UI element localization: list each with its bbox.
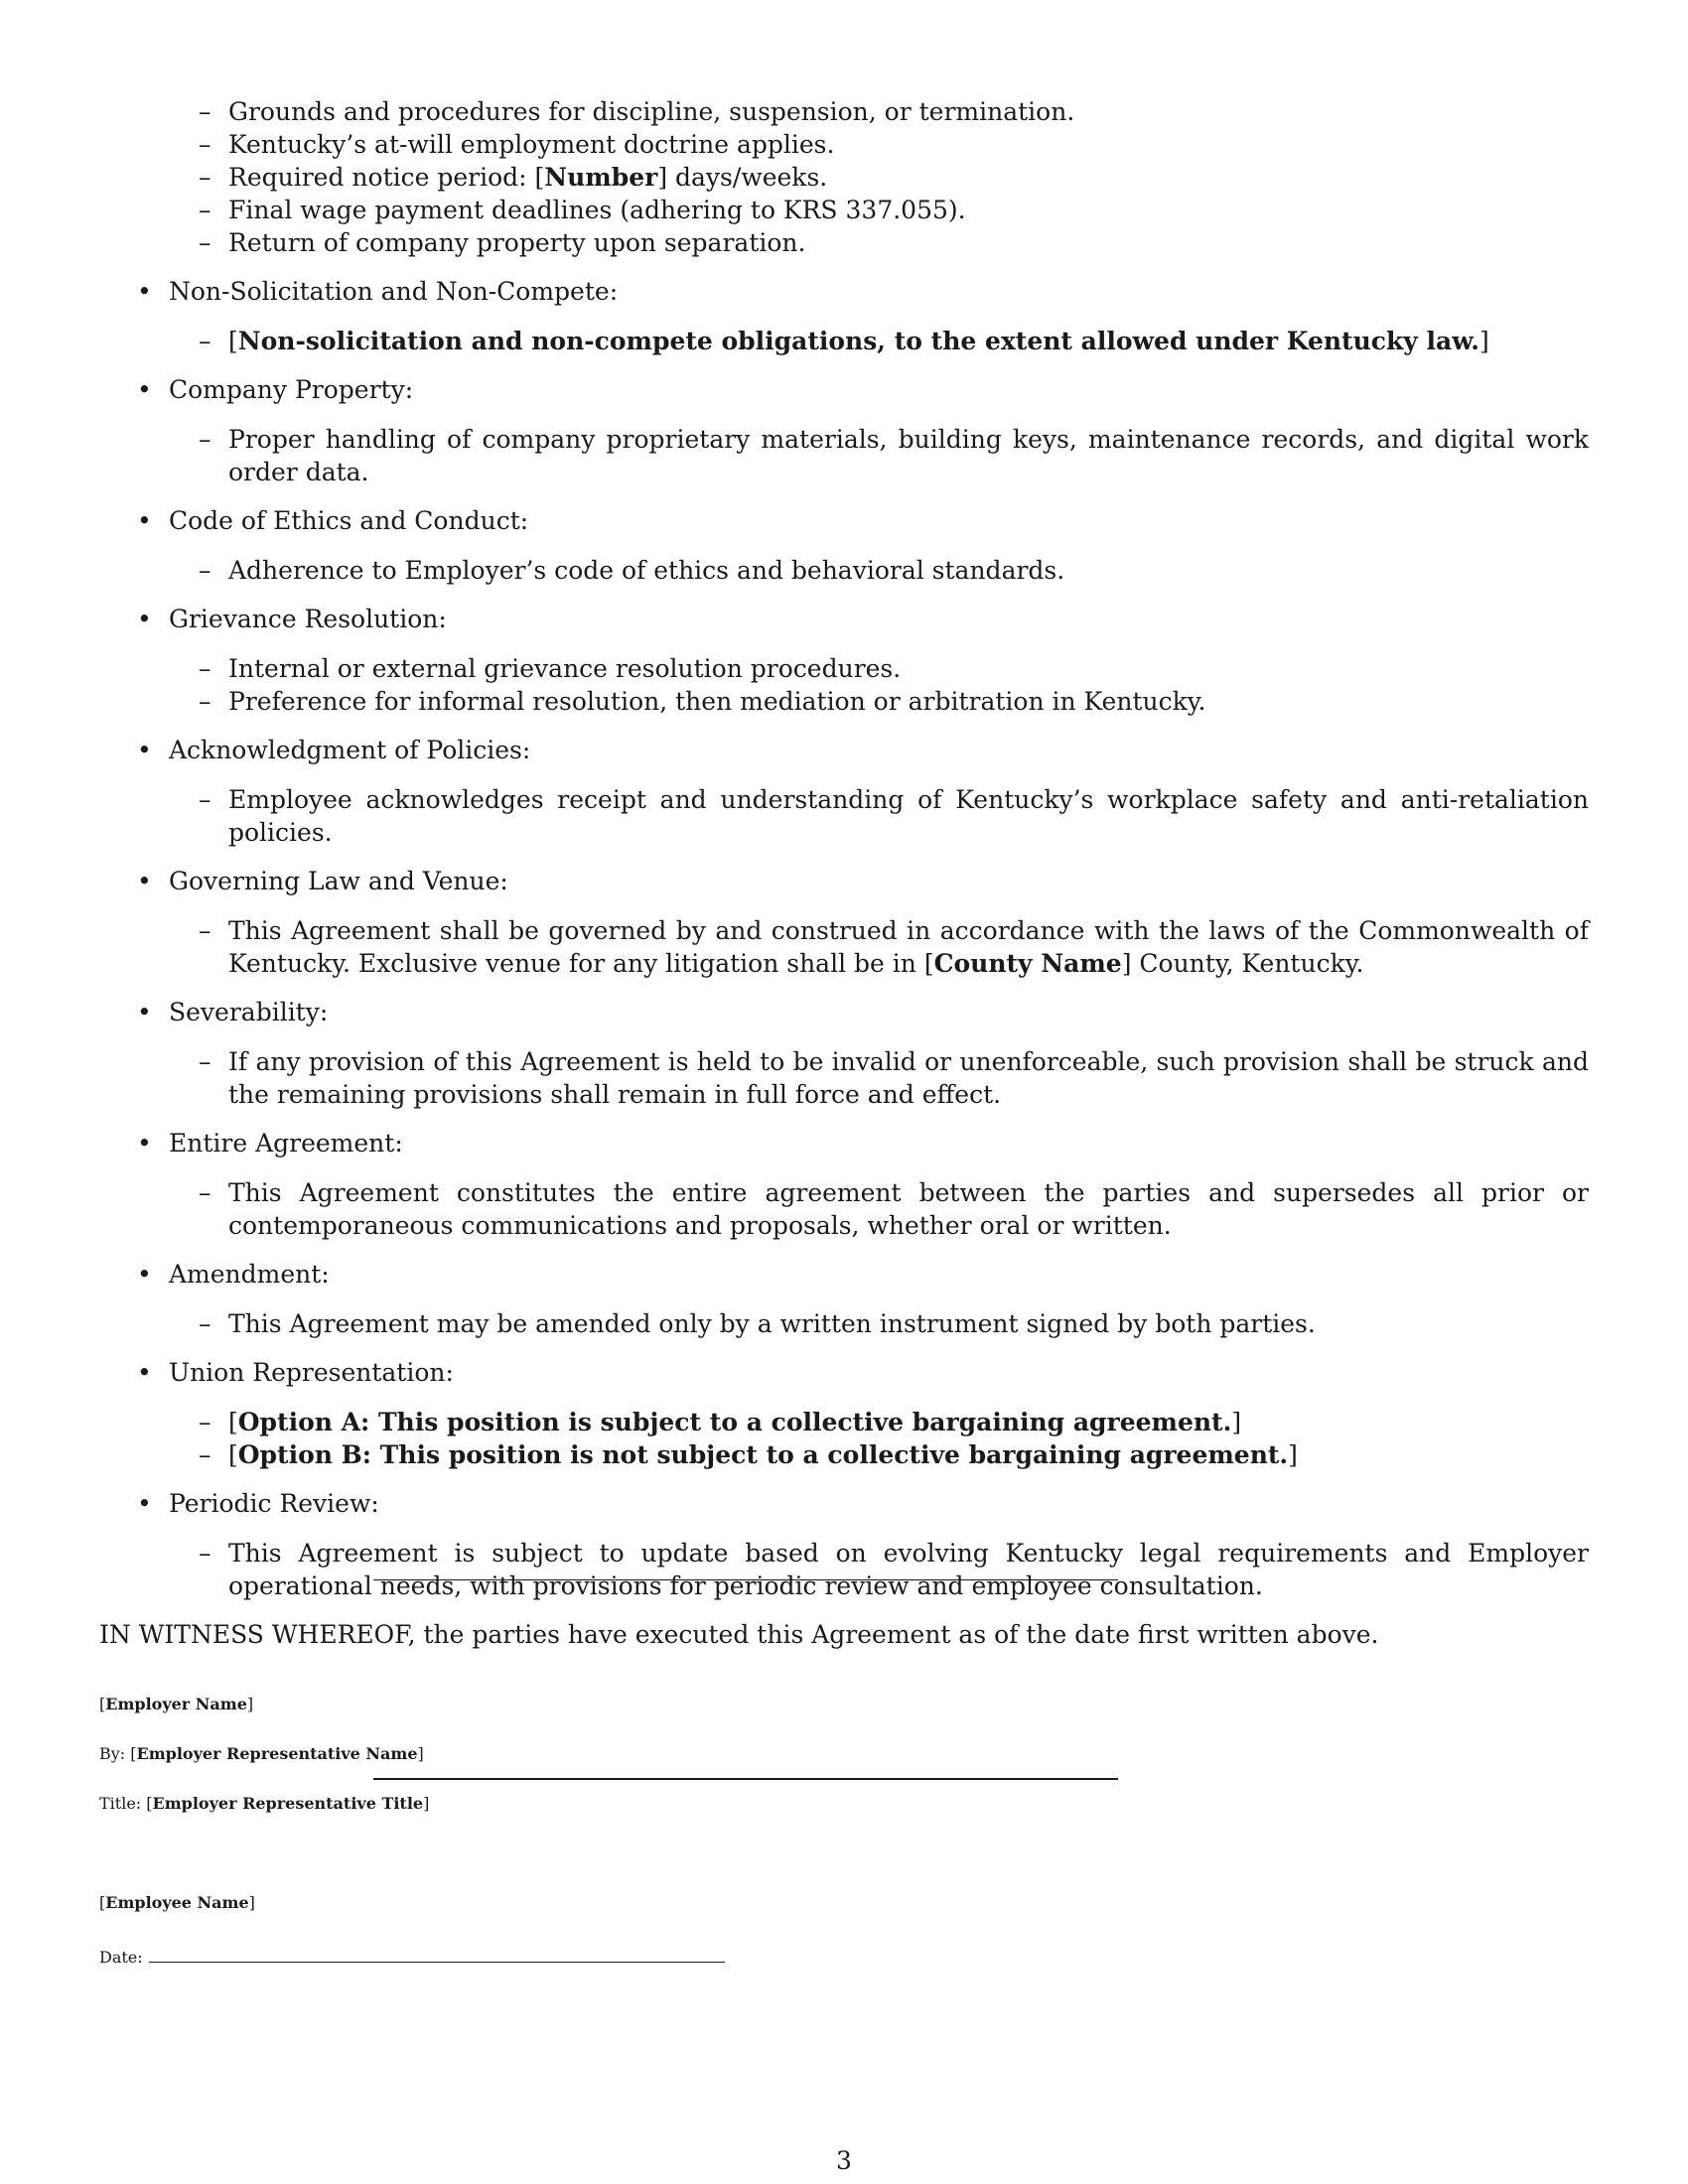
clause-detail-text: [ [228, 1440, 238, 1469]
employee-signature-line [373, 1778, 1118, 1780]
clause-section [131, 734, 1589, 849]
clause-detail-item [199, 652, 1589, 685]
placeholder-field: Option A: This position is subject to a collective bargaining agreement. [237, 1408, 1232, 1436]
employer-name: Employer Name [105, 1695, 247, 1713]
clause-detail-item [199, 685, 1589, 718]
placeholder-field: Option B: This position is not subject to a collective bargaining agreement. [237, 1440, 1289, 1469]
placeholder-field: Non-solicitation and non-compete obligations, to the extent allowed under Kentucky law. [237, 327, 1479, 355]
clause-detail-text: ] [1288, 1440, 1298, 1469]
clause-heading: • Company Property: [169, 375, 414, 404]
date-input-line[interactable] [149, 1936, 725, 1963]
clause-detail-list [199, 423, 1589, 488]
employee-name: Employee Name [105, 1893, 249, 1912]
clause-detail-item [199, 194, 1589, 226]
clause-section [131, 1487, 1589, 1602]
clause-detail-text: If any provision of this Agreement is held to be invalid or unenforceable, such provision shall be struck and the remaining provisions shall remain in full force and effect. [228, 1047, 1589, 1109]
agreement-clauses-list [131, 275, 1589, 1602]
clause-heading: • Governing Law and Venue: [169, 867, 508, 895]
termination-sub-list [199, 95, 1589, 259]
clause-detail-item [199, 1537, 1589, 1602]
clause-section [131, 603, 1589, 718]
clause-section [131, 275, 1589, 357]
clause-detail-list [199, 554, 1589, 587]
clause-detail-list [199, 1045, 1589, 1111]
clause-detail-text: Kentucky’s at-will employment doctrine applies. [228, 130, 835, 159]
employee-signature-block [99, 1886, 725, 1985]
clause-detail-text: Final wage payment deadlines (adhering to KRS 337.055). [228, 196, 966, 224]
clause-section [131, 865, 1589, 980]
placeholder-field: County Name [933, 949, 1122, 978]
clause-detail-list [199, 783, 1589, 849]
clause-heading: • Grievance Resolution: [169, 605, 447, 633]
clause-detail-item [199, 1307, 1589, 1340]
clause-detail-text: ] days/weeks. [657, 163, 828, 192]
clause-section [131, 504, 1589, 587]
clause-detail-text: This Agreement shall be governed by and construed in accordance with the laws of the Commonwealth of Kentucky. Exclusive venue for any litigation shall be in [ [228, 916, 1589, 978]
clause-detail-list [199, 1406, 1589, 1471]
employee-date-row [99, 1936, 725, 1985]
clause-detail-item [199, 95, 1589, 128]
clause-heading: • Non-Solicitation and Non-Compete: [169, 277, 619, 306]
clause-detail-text: ] [1478, 327, 1489, 355]
clause-heading: • Union Representation: [169, 1358, 454, 1387]
clause-detail-text: Required notice period: [ [228, 163, 545, 192]
clause-detail-text: This Agreement constitutes the entire agreement between the parties and supersedes all prior or contemporaneous communications and proposals, whether oral or written. [228, 1178, 1589, 1240]
clause-detail-list [199, 1537, 1589, 1602]
employer-signature-block [99, 1688, 429, 1837]
clause-detail-text: ] [1231, 1408, 1242, 1436]
clause-section [131, 373, 1589, 488]
clause-detail-item [199, 783, 1589, 849]
clause-heading: • Severability: [169, 998, 329, 1026]
clause-detail-list [199, 325, 1589, 357]
clause-section [131, 1258, 1589, 1340]
employer-name-row: [Employer Name] [99, 1695, 254, 1713]
clause-heading: • Acknowledgment of Policies: [169, 736, 531, 764]
clause-heading: • Amendment: [169, 1260, 330, 1289]
clause-detail-item [199, 1045, 1589, 1111]
placeholder-field: Number [544, 163, 658, 192]
clause-detail-item [199, 1438, 1589, 1471]
page-number: 3 [836, 2146, 852, 2175]
clause-detail-item [199, 161, 1589, 194]
clause-detail-text: Internal or external grievance resolution procedures. [228, 654, 902, 683]
clause-heading: • Entire Agreement: [169, 1129, 403, 1158]
document-page [99, 95, 1589, 1651]
clause-detail-item [199, 226, 1589, 259]
clause-detail-item [199, 423, 1589, 488]
clause-detail-text: Return of company property upon separation. [228, 228, 806, 257]
clause-section [131, 996, 1589, 1111]
clause-detail-text: Preference for informal resolution, then mediation or arbitration in Kentucky. [228, 687, 1206, 716]
clause-heading: • Periodic Review: [169, 1489, 379, 1518]
employee-name-row: [Employee Name] [99, 1893, 255, 1912]
title-label: Title: [99, 1794, 142, 1813]
clause-detail-text: ] County, Kentucky. [1121, 949, 1364, 978]
clause-detail-text: This Agreement is subject to update based on evolving Kentucky legal requirements and Employer operational needs, with provisions for periodic review and employee consultation. [228, 1539, 1589, 1600]
clause-detail-text: Employee acknowledges receipt and understanding of Kentucky’s workplace safety and anti-retaliation policies. [228, 785, 1589, 847]
clause-detail-text: [ [228, 1408, 238, 1436]
witness-statement: IN WITNESS WHEREOF, the parties have executed this Agreement as of the date first written above. [99, 1620, 1379, 1649]
clause-detail-list [199, 1176, 1589, 1242]
clause-detail-item [199, 1406, 1589, 1438]
clause-detail-item [199, 914, 1589, 980]
clause-section [131, 1356, 1589, 1471]
clause-detail-text: Grounds and procedures for discipline, suspension, or termination. [228, 97, 1075, 126]
date-label: Date: [99, 1948, 143, 1967]
employer-rep-title: Employer Representative Title [152, 1794, 424, 1813]
employer-rep-name: Employer Representative Name [136, 1744, 418, 1763]
clause-detail-text: Proper handling of company proprietary materials, building keys, maintenance records, and digital work order data. [228, 425, 1589, 486]
clause-detail-list [199, 652, 1589, 718]
clause-detail-list [199, 914, 1589, 980]
clause-detail-text: [ [228, 327, 238, 355]
clause-detail-item [199, 554, 1589, 587]
employer-signature-line [373, 1579, 1118, 1580]
clause-detail-text: Adherence to Employer’s code of ethics and behavioral standards. [228, 556, 1065, 585]
clause-detail-list [199, 1307, 1589, 1340]
clause-detail-item [199, 128, 1589, 161]
clause-detail-item [199, 325, 1589, 357]
clause-heading: • Code of Ethics and Conduct: [169, 506, 529, 535]
clause-detail-text: This Agreement may be amended only by a written instrument signed by both parties. [228, 1309, 1316, 1338]
by-label: By: [99, 1744, 126, 1763]
employer-title-row: Title: [Employer Representative Title] [99, 1794, 430, 1813]
employer-by-row: By: [Employer Representative Name] [99, 1744, 424, 1763]
clause-detail-item [199, 1176, 1589, 1242]
clause-section [131, 1127, 1589, 1242]
